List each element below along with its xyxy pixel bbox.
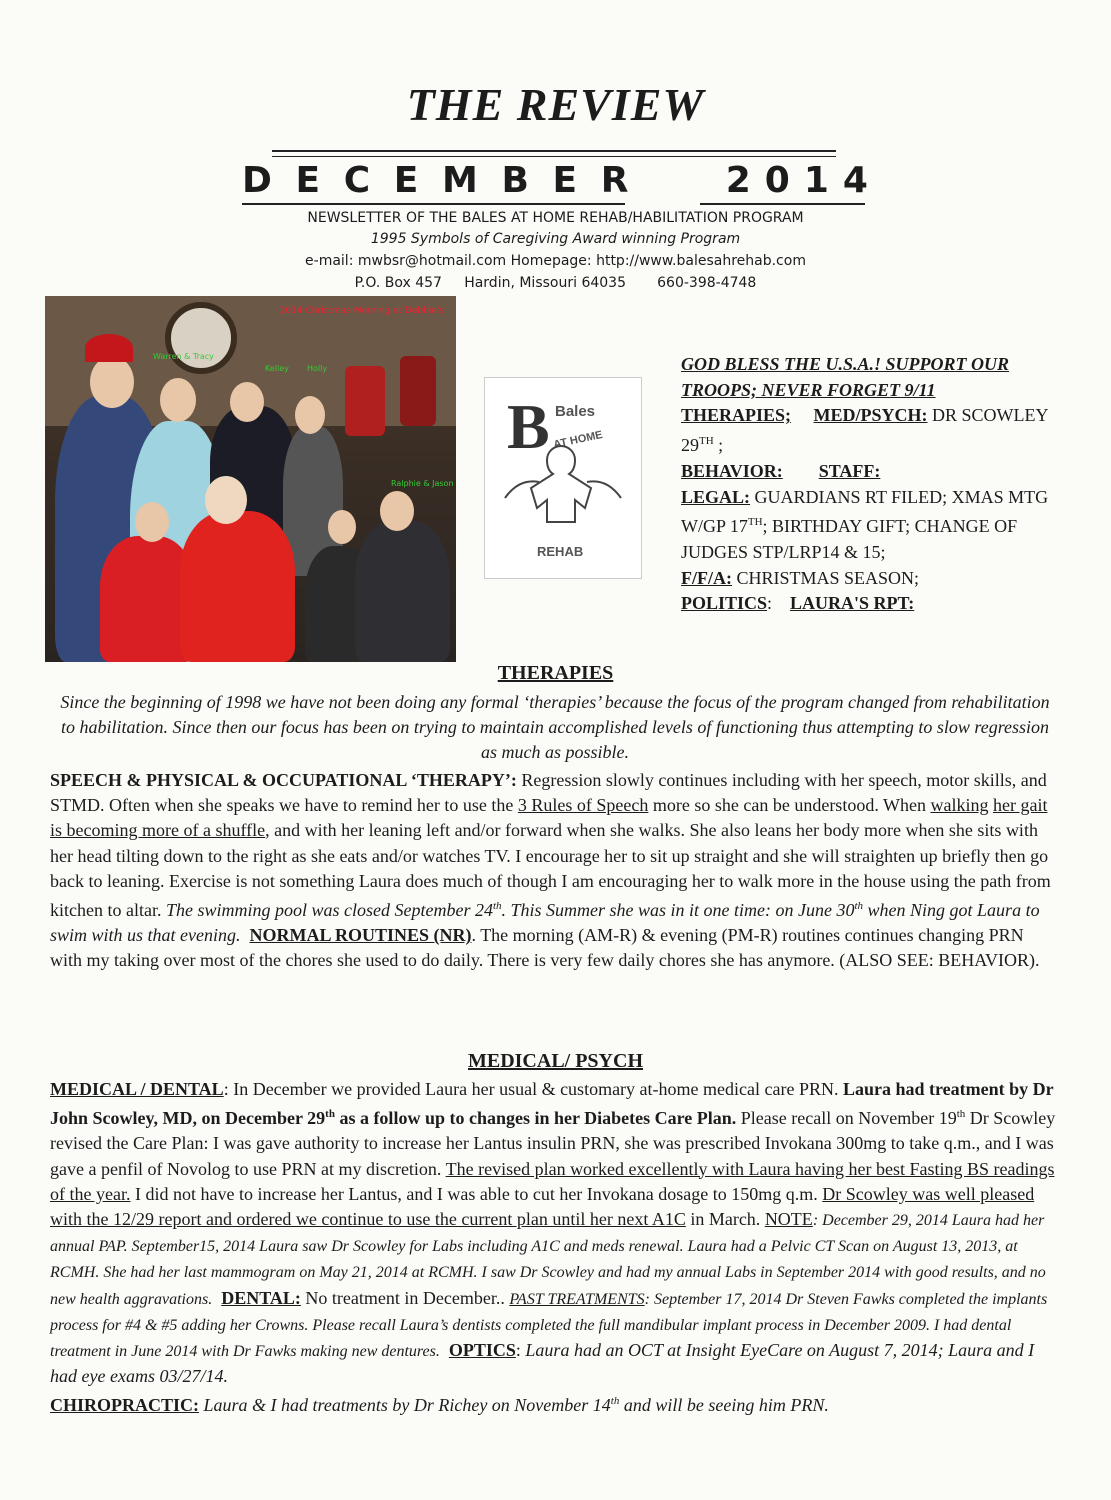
month-letter: E bbox=[393, 160, 429, 201]
toc-staff: STAFF: bbox=[818, 460, 881, 481]
newsletter-title: THE REVIEW bbox=[406, 79, 705, 130]
medical-body bbox=[50, 1077, 1060, 1419]
normal-routines-label: NORMAL ROUTINES (NR) bbox=[249, 925, 472, 946]
logo-bottom-text: REHAB bbox=[537, 544, 584, 559]
toc-legal: LEGAL: bbox=[681, 486, 751, 507]
text-run: Please recall on November 19 bbox=[736, 1108, 957, 1129]
text-run: . The morning (AM-R) & evening (PM-R) routines continues changing PRN with my taking over most of the chores she used to do daily. There is very few daily chores she has anymore. (ALSO SEE: BEHAVIOR). bbox=[50, 925, 1040, 971]
italic-text: . This Summer she was in it one time: on June 30 bbox=[501, 900, 855, 921]
photo-label: Holly bbox=[307, 364, 328, 373]
underlined-text: her gait is becoming more of a shuffle bbox=[50, 795, 1048, 841]
italic-text: The swimming pool was closed September 24 bbox=[165, 900, 493, 921]
text-run: : bbox=[515, 1340, 521, 1361]
month-letter: M bbox=[442, 160, 488, 201]
italic-text: Laura had an OCT at Insight EyeCare on August 7, 2014; Laura and I had eye exams 03/27/14. bbox=[50, 1340, 1035, 1387]
month-letter: R bbox=[600, 160, 639, 201]
dental-label: DENTAL: bbox=[221, 1287, 301, 1308]
newsletter-subtitle: NEWSLETTER OF THE BALES AT HOME REHAB/HABILITATION PROGRAM bbox=[307, 210, 804, 226]
text-run: more so she can be understood. When bbox=[648, 795, 931, 816]
text-run: Dr Scowley revised the Care Plan: I was gave authority to increase her Lantus insulin PRN, she was prescribed Invokana 300mg to take q.m., and I was gave a penfil of Novolog to use PRN at my discretion. bbox=[50, 1108, 1056, 1179]
month-underline bbox=[242, 203, 625, 205]
superscript: TH bbox=[699, 435, 714, 448]
toc-laura-report: LAURA'S RPT: bbox=[790, 593, 915, 614]
superscript: th bbox=[610, 1395, 620, 1408]
therapies-heading: THERAPIES bbox=[497, 662, 614, 684]
bold-text: Laura had treatment by Dr John Scowley, MD, on December 29 bbox=[50, 1079, 1054, 1129]
logo-letter: B bbox=[507, 391, 550, 462]
po-box: P.O. Box 457 bbox=[354, 275, 442, 291]
italic-text: and will be seeing him PRN. bbox=[619, 1395, 829, 1416]
photo-caption: 2014 Christmas Morning at Debbie's bbox=[279, 306, 444, 316]
toc-line bbox=[681, 485, 1061, 566]
toc-medpsych-text: DR SCOWLEY 29 bbox=[681, 405, 1048, 456]
toc-medpsych: MED/PSYCH: bbox=[813, 405, 928, 426]
toc-line bbox=[681, 403, 1061, 458]
bold-text: as a follow up to changes in her Diabetes Care Plan. bbox=[334, 1108, 737, 1129]
underlined-text: walking bbox=[930, 795, 989, 816]
therapies-body bbox=[50, 768, 1060, 974]
title-rule-bottom bbox=[272, 156, 836, 157]
text-run: Regression slowly continues including with her speech, motor skills, and STMD. Often when she speaks we have to remind her to use the bbox=[50, 770, 1047, 816]
issue-date bbox=[242, 160, 882, 201]
medical-psych-heading: MEDICAL/ PSYCH bbox=[467, 1050, 643, 1072]
logo-middle-text: AT HOME bbox=[552, 428, 604, 452]
text-run: : In December we provided Laura her usual & customary at-home medical care PRN. bbox=[223, 1079, 843, 1099]
photo-label: Ralphie & Jason bbox=[391, 479, 454, 488]
bales-rehab-logo bbox=[484, 377, 642, 579]
toc-ffa-text: CHRISTMAS SEASON; bbox=[732, 567, 920, 588]
toc-ffa: F/F/A: bbox=[681, 567, 732, 588]
toc-legal-text: GUARDIANS RT FILED; XMAS MTG W/GP 17 bbox=[681, 486, 1049, 537]
toc-legal-text-2: ; BIRTHDAY GIFT; CHANGE OF JUDGES STP/LRP14 & 15; bbox=[681, 516, 1018, 562]
text-run: , and with her leaning left and/or forward when she walks. She also leans her body more when she sits with her head tilting down to the right as she eats and/or watches TV. I encourage her to sit up straight and she will straighten up briefly then go back to leaning. Exercise is not something Laura does much of though I am encouraging her to walk more in the house using the path from kitchen to altar. bbox=[50, 820, 1051, 921]
toc-politics: POLITICS bbox=[681, 593, 768, 614]
photo-label: Kelley bbox=[265, 364, 289, 373]
italic-text: Laura & I had treatments by Dr Richey on November 14 bbox=[199, 1395, 611, 1416]
address-line bbox=[0, 275, 1111, 291]
note-label: NOTE bbox=[764, 1209, 813, 1230]
superscript: th bbox=[854, 900, 864, 913]
italic-text: : December 29, 2014 Laura had her annual PAP. September15, 2014 Laura saw Dr Scowley for Labs including A1C and meds renewal. Laura had a Pelvic CT Scan on August 13, 2013, at RCMH. She had her last mammogram on May 21, 2014 at RCMH. I saw Dr Scowley and had my annual Labs in September 2014 with good results, and no new health aggravations. bbox=[50, 1212, 1046, 1308]
year-underline bbox=[700, 203, 865, 205]
medical-dental-lead: MEDICAL / DENTAL bbox=[50, 1079, 224, 1099]
underlined-text: 3 Rules of Speech bbox=[517, 795, 649, 816]
toc-behavior: BEHAVIOR: bbox=[681, 460, 783, 481]
month-letter: E bbox=[295, 160, 331, 201]
month-letter: B bbox=[501, 160, 539, 201]
therapies-intro: Since the beginning of 1998 we have not been doing any formal ‘therapies’ because the focus of the program changed from rehabilitation to habilitation. Since then our focus has been on trying to maintain accomplished levels of functioning thus attempting to slow regression as much as possible. bbox=[60, 692, 1050, 763]
toc-punct: ; bbox=[713, 435, 724, 456]
past-treatments-label: PAST TREATMENTS bbox=[509, 1290, 645, 1308]
logo-top-text: Bales bbox=[555, 403, 596, 420]
title-rule-top bbox=[272, 150, 836, 152]
photo-label: Warren & Tracy bbox=[153, 352, 214, 361]
text-run: No treatment in December.. bbox=[300, 1287, 510, 1308]
toc-line bbox=[681, 591, 1061, 617]
superscript: TH bbox=[747, 516, 763, 529]
city-state: Hardin, Missouri 64035 bbox=[464, 275, 626, 291]
italic-text: : September 17, 2014 Dr Steven Fawks completed the implants process for #4 & #5 adding her Crowns. Please recall Laura’s dentists completed the full mandibular implant process in December 2009. I had dental treatment in June 2014 with Dr Fawks making new dentures. bbox=[50, 1290, 1048, 1361]
superscript: th bbox=[956, 1108, 966, 1121]
superscript: th bbox=[492, 900, 502, 913]
month-letter: C bbox=[343, 160, 381, 201]
italic-text: when Ning got Laura to swim with us that evening. bbox=[50, 900, 1040, 946]
phone: 660-398-4748 bbox=[657, 275, 757, 291]
contents-box bbox=[681, 352, 1061, 617]
chiropractic-label: CHIROPRACTIC: bbox=[50, 1395, 200, 1416]
toc-therapies: THERAPIES; bbox=[681, 405, 792, 426]
superscript: th bbox=[325, 1108, 335, 1121]
optics-label: OPTICS bbox=[448, 1340, 516, 1361]
toc-punct: : bbox=[767, 593, 773, 614]
issue-year: 2014 bbox=[725, 160, 882, 201]
text-run: in March. bbox=[685, 1209, 765, 1230]
award-line: 1995 Symbols of Caregiving Award winning Program bbox=[370, 231, 741, 247]
family-photo bbox=[45, 296, 456, 662]
toc-line bbox=[681, 459, 1061, 485]
motto: GOD BLESS THE U.S.A.! SUPPORT OUR TROOPS; NEVER FORGET 9/11 bbox=[681, 354, 1010, 400]
text-run: I did not have to increase her Lantus, and I was able to cut her Invokana dosage to 150mg q.m. bbox=[130, 1183, 823, 1204]
month-letter: D bbox=[242, 160, 282, 201]
therapy-lead: SPEECH & PHYSICAL & OCCUPATIONAL ‘THERAPY’: bbox=[50, 770, 517, 790]
contact-line: e-mail: mwbsr@hotmail.com Homepage: http://www.balesahrehab.com bbox=[305, 253, 806, 269]
toc-line bbox=[681, 566, 1061, 592]
month-letter: E bbox=[552, 160, 588, 201]
underlined-text: Dr Scowley was well pleased with the 12/29 report and ordered we continue to use the current plan until her next A1C bbox=[50, 1183, 1035, 1230]
underlined-text: The revised plan worked excellently with Laura having her best Fasting BS readings of the year. bbox=[50, 1158, 1055, 1204]
logo-graphic bbox=[485, 378, 641, 578]
